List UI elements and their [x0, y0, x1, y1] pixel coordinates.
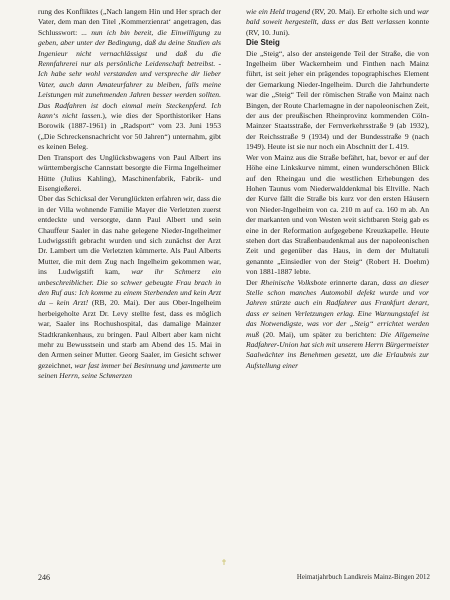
text-run: Über das Schicksal der Verunglückten erfahren wir, dass die in der Villa wohnende Familie Mayer die Verletzten zuerst entdeckte und versorgte, dann Paul Albert und sein Chauffeur Saaler in das nahe gelegene Nieder-Ingelheimer Ludwigsstift gebracht wurden und sich zunächst der Arzt Dr. Lambert um die Verletzten kümmerte. Als Paul Alberts Mutter, die mit dem Zug nach Ingelheim gekommen war, ins Ludwigstift kam,: [38, 194, 221, 277]
paragraph: [246, 278, 429, 372]
section-heading: Die Steig: [246, 38, 280, 48]
text-run: Wer von Mainz aus die Straße befährt, hat, bevor er auf der Höhe eine Linkskurve nimmt, einen wunderschönen Blick auf den Rheingau und die westlichen Erhebungen des Hohen Taunus vom Niederwalddenkmal bis Eltville. Nach der Kurve fällt die Straße bis kurz vor den ersten Häusern von Nieder-Ingelheim von ca. 210 m auf ca. 160 m ab. An der markanten und von Westen weit sichtbaren Steig gab es eine in der Reformation aufgegebene Kreuzkapelle. Heute stehen dort das Straßenbaudenkmal aus der napoleonischen Zeit und gegenüber das Haus, in dem der Multatuli genannte „Einsiedler von der Steig“ (Robert H. Doehm) von 1881-1887 lebte.: [246, 152, 429, 277]
paragraph: [246, 7, 429, 38]
text-run: Die „Steig“, also der ansteigende Teil der Straße, die von Ingelheim über Wackernheim und Finthen nach Mainz führt, ist seit jeher ein prägendes topographisches Element der Gemarkung Nieder-Ingelheim. Durch die Jahrhunderte war die „Steig“ Teil der römischen Straße von Mainz nach Bingen, der Route Charlemagne in der napoleonischen Zeit, der aus der preußischen Rheinprovinz kommenden Cöln-Mainzer Staatsstraße, der Fernverkehrsstraße 9 (ab 1932), der Reichsstraße 9 (1934) und der Bundesstraße 9 (nach 1949). Heute ist sie nur noch ein Abschnitt der L 419.: [246, 48, 429, 152]
text-run: (RV, 20. Mai). Er erholte sich und: [310, 7, 418, 16]
quoted-text: war ihr Schmerz ein unbeschreiblicher. Die so schwer gebeugte Frau brach in den Ruf aus: Ich komme zu einem Sterbenden und kein Arzt da – kein Arzt!: [38, 267, 221, 308]
text-run: Der: [246, 277, 261, 287]
quoted-text: ... nun ich bin bereit, die Einwilligung zu geben, aber unter der Bedingung, daß du deine Studien als Ingenieur nicht vernachlässigst und daß du die Rennfahrerei nur als persönliche Leidenschaft betreibst. - Ich habe sehr wohl verstanden und verspreche dir lieber Vater, auch dann Amateurfahrer zu bleiben, falls meine Leistungen mit zunehmenden Jahren besser werden sollten. Das Radfahren ist doch einmal mein Steckenpferd. Ich kann‘s nicht lassen.: [38, 27, 221, 121]
text-run: ), wie dies der Sporthistoriker Hans Borowik (1887-1961) in „Radsport“ vom 23. Juni 1953 („Die Schreckensnachricht vor 50 Jahren“) unternahm, gibt es keinen Beleg.: [38, 111, 221, 152]
page-number: 246: [38, 573, 50, 582]
text-run: (20. Mai), um später zu berichten:: [259, 329, 381, 339]
quoted-text: dass an dieser Stelle schon manches Automobil defekt wurde und vor Jahren stürzte auch ein Radfahrer aus Frankfurt derart, dass er seinen Verletzungen erlag. Eine Warnungstafel ist das Notwendigste, was vor der „Steig“ errichtet werden muß: [246, 277, 429, 339]
text-run: (RB, 20. Mai). Der aus Ober-Ingelheim herbeigeholte Arzt Dr. Levy stellte fest, dass es möglich war, Saaler ins Rochushospital, das damalige Mainzer Stadtkrankenhaus, zu bringen. Paul Albert aber kam nicht mehr zu Bewusstsein und starb am Abend des 15. Mai in den Armen seiner Mutter. Georg Saaler, im Gesicht schwer gezeichnet,: [38, 298, 221, 370]
gutter-mark: [222, 559, 226, 565]
right-column: [246, 7, 429, 371]
text-run: konnte (RV, 10. Juni).: [246, 17, 429, 37]
quoted-text: Rheinische Volksbote: [260, 277, 327, 287]
paragraph: [38, 7, 221, 153]
quoted-text: wie ein Held tragend: [246, 7, 311, 16]
quoted-text: war fast immer bei Besinnung und jammerte um seinen Herrn, seine Schmerzen: [38, 360, 222, 381]
paragraph: [246, 49, 429, 153]
right-column-continuation: [246, 7, 429, 38]
paragraph: [246, 153, 429, 278]
text-run: erinnerte daran,: [326, 277, 383, 287]
quoted-text: war bald soweit hergestellt, dass er das Bett verlassen: [246, 7, 429, 27]
paragraph: [38, 194, 221, 381]
quoted-text: Die Allgemeine Radfahrer-Union hat sich mit unserem Herrn Bürgermeister Saalwächter ins Benehmen gesetzt, um die Erlaubnis zur Aufstellung einer: [246, 329, 429, 370]
section-body: [246, 49, 429, 372]
text-run: rung des Konfliktes („Nach langem Hin und Her sprach der Vater, dem man den Titel ‚Kommerzienrat‘ angetragen, das Schlusswort:: [38, 7, 221, 37]
running-footer: Heimatjahrbuch Landkreis Mainz-Bingen 2012: [296, 574, 430, 581]
text-run: Den Transport des Unglücksbwagens von Paul Albert ins württembergische Cannstatt besorgte die Firma Ingelheimer Hütte (Julius Kahling), Maschinenfabrik, Fabrik- und Eisengießerei.: [38, 152, 221, 193]
paragraph: [38, 153, 221, 195]
left-column: [38, 7, 221, 382]
